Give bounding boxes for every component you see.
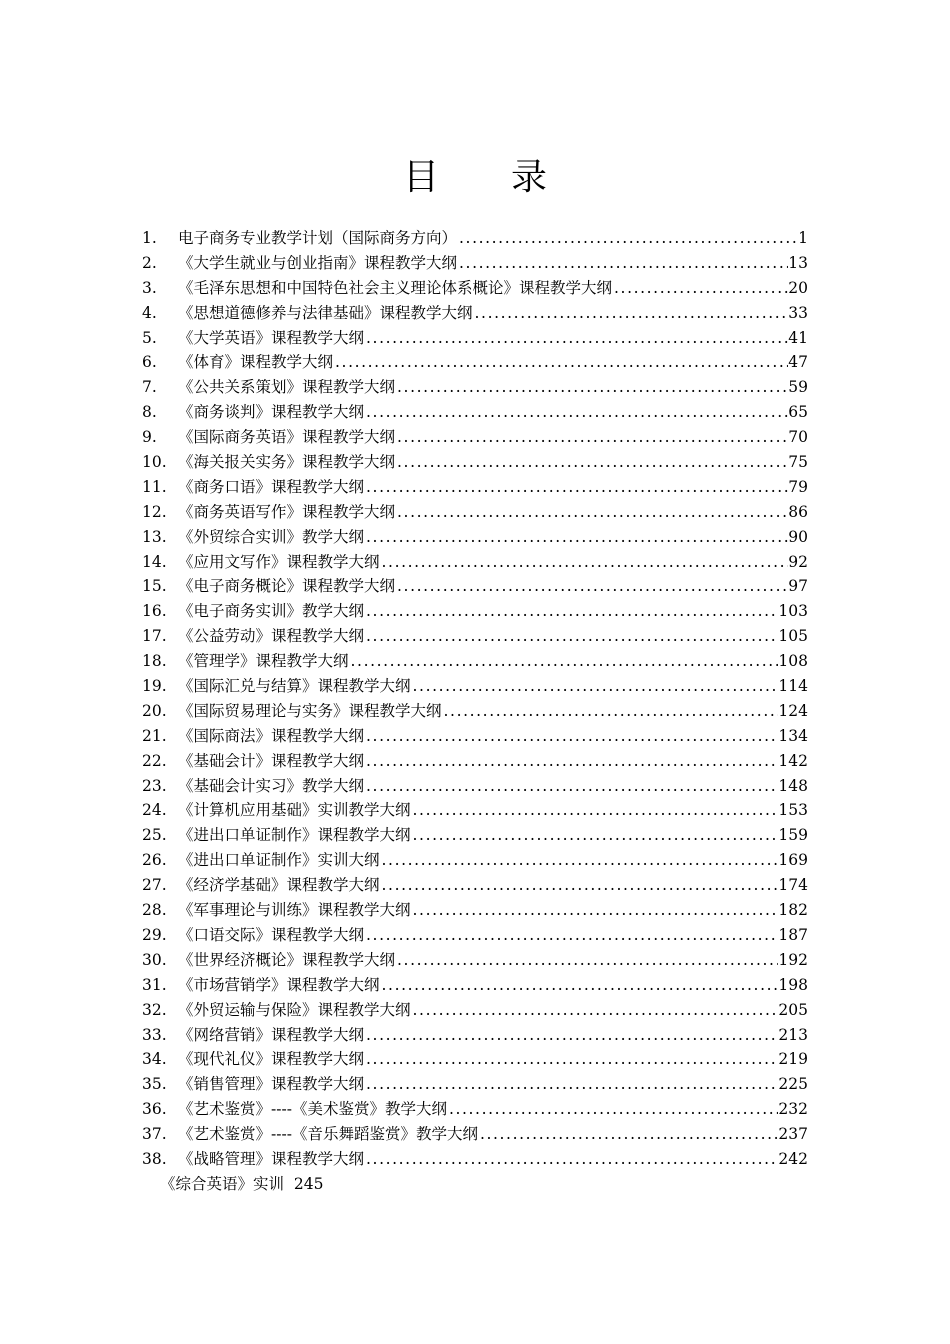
toc-entry[interactable] [142, 500, 808, 525]
toc-entry-number: 29. [142, 925, 167, 944]
toc-entry-number: 10. [142, 453, 167, 472]
toc-entry[interactable] [142, 276, 808, 301]
toc-dot-leader [411, 674, 779, 699]
toc-dot-leader [364, 599, 778, 624]
toc-entry-title: 《经济学基础》课程教学大纲 [178, 876, 380, 895]
toc-dot-leader [411, 898, 779, 923]
toc-entry[interactable] [142, 475, 808, 500]
toc-entry[interactable] [142, 326, 808, 351]
toc-entry-title: 《商务口语》课程教学大纲 [178, 477, 365, 496]
toc-dot-leader [612, 276, 788, 301]
toc-entry[interactable] [142, 301, 808, 326]
toc-entry-number: 9. [142, 428, 157, 447]
toc-entry-number: 18. [142, 652, 167, 671]
toc-entry-page: 205 [778, 1000, 808, 1019]
toc-dot-leader [395, 375, 788, 400]
toc-entry-title: 《国际贸易理论与实务》课程教学大纲 [178, 701, 442, 720]
toc-entry-page: 174 [778, 876, 808, 895]
toc-entry-title: 《思想道德修养与法律基础》课程教学大纲 [178, 303, 473, 322]
toc-entry-number: 2. [142, 253, 157, 272]
toc-dot-leader [380, 550, 789, 575]
toc-entry[interactable] [142, 749, 808, 774]
toc-dot-leader [364, 326, 788, 351]
toc-entry-title: 《现代礼仪》课程教学大纲 [178, 1050, 365, 1069]
toc-dot-leader [411, 823, 779, 848]
toc-entry[interactable] [142, 1072, 808, 1097]
toc-entry[interactable] [142, 948, 808, 973]
toc-entry-page: 242 [778, 1149, 808, 1168]
toc-entry-page: 70 [788, 428, 808, 447]
toc-entry[interactable] [142, 898, 808, 923]
toc-entry-page: 187 [778, 925, 808, 944]
toc-dot-leader [364, 1047, 778, 1072]
toc-entry-title: 《外贸运输与保险》课程教学大纲 [178, 1000, 411, 1019]
toc-entry-number: 37. [142, 1125, 167, 1144]
toc-entry-number: 6. [142, 353, 157, 372]
toc-entry[interactable] [142, 574, 808, 599]
toc-entry-title: 《国际商法》课程教学大纲 [178, 726, 365, 745]
toc-entry-title: 《艺术鉴赏》----《美术鉴赏》教学大纲 [178, 1100, 447, 1119]
toc-entry-number: 20. [142, 701, 167, 720]
toc-entry-title: 《外贸综合实训》教学大纲 [178, 527, 365, 546]
toc-entry[interactable] [142, 1097, 808, 1122]
toc-entry[interactable] [142, 724, 808, 749]
toc-dot-leader [447, 1097, 778, 1122]
toc-entry-title: 《网络营销》课程教学大纲 [178, 1025, 365, 1044]
toc-entry-page: 75 [788, 453, 808, 472]
toc-entry[interactable] [142, 1147, 808, 1172]
toc-entry-number: 5. [142, 328, 157, 347]
toc-entry-number: 1. [142, 229, 157, 247]
toc-entry-title: 《艺术鉴赏》----《音乐舞蹈鉴赏》教学大纲 [178, 1125, 478, 1144]
toc-entry-page: 13 [788, 253, 808, 272]
toc-entry-title: 《基础会计》课程教学大纲 [178, 751, 365, 770]
toc-entry-page: 134 [778, 726, 808, 745]
page-title: 目 录 [402, 157, 547, 198]
toc-entry-number: 38. [142, 1149, 167, 1168]
toc-entry-number: 23. [142, 776, 167, 795]
toc-entry[interactable] [142, 973, 808, 998]
toc-dot-leader [364, 475, 788, 500]
toc-entry[interactable] [142, 699, 808, 724]
toc-dot-leader [364, 400, 788, 425]
toc-entry-number: 17. [142, 627, 167, 646]
toc-entry-title: 《国际商务英语》课程教学大纲 [178, 428, 396, 447]
toc-entry[interactable] [142, 774, 808, 799]
toc-entry-title: 《海关报关实务》课程教学大纲 [178, 453, 396, 472]
toc-entry-number: 32. [142, 1000, 167, 1019]
toc-entry-page: 47 [788, 353, 808, 372]
toc-entry-number: 36. [142, 1100, 167, 1119]
toc-entry[interactable] [142, 450, 808, 475]
toc-entry[interactable] [142, 400, 808, 425]
toc-entry-number: 3. [142, 278, 157, 297]
toc-entry-title: 《军事理论与训练》课程教学大纲 [178, 901, 411, 920]
toc-entry-number: 31. [142, 975, 167, 994]
toc-entry-title: 《大学生就业与创业指南》课程教学大纲 [178, 253, 458, 272]
toc-entry-page: 114 [778, 677, 808, 696]
toc-entry-page: 219 [778, 1050, 808, 1069]
toc-entry[interactable] [142, 350, 808, 375]
toc-entry-title: 《管理学》课程教学大纲 [178, 652, 349, 671]
toc-entry-title: 《世界经济概论》课程教学大纲 [178, 950, 396, 969]
toc-entry-title: 《进出口单证制作》课程教学大纲 [178, 826, 411, 845]
toc-dot-leader [364, 724, 778, 749]
toc-dot-leader [364, 624, 778, 649]
toc-dot-leader [457, 251, 788, 276]
toc-dot-leader [333, 350, 788, 375]
toc-entry[interactable] [142, 823, 808, 848]
toc-entry-title: 《公益劳动》课程教学大纲 [178, 627, 365, 646]
toc-entry-number: 19. [142, 677, 167, 696]
toc-entry-page: 20 [788, 278, 808, 297]
toc-entry[interactable] [142, 251, 808, 276]
toc-dot-leader [364, 525, 788, 550]
toc-entry-title: 《国际汇兑与结算》课程教学大纲 [178, 677, 411, 696]
toc-dot-leader [478, 1122, 778, 1147]
toc-entry[interactable] [142, 649, 808, 674]
toc-entry-page: 225 [778, 1075, 808, 1094]
toc-entry-page: 213 [778, 1025, 808, 1044]
toc-entry[interactable] [142, 848, 808, 873]
toc-dot-leader [380, 848, 779, 873]
toc-entry[interactable] [142, 525, 808, 550]
toc-entry[interactable] [142, 1023, 808, 1048]
toc-entry-page: 103 [778, 602, 808, 621]
toc-dot-leader [380, 873, 779, 898]
toc-dot-leader [380, 973, 779, 998]
toc-entry[interactable] [142, 375, 808, 400]
toc-entry-number: 14. [142, 552, 167, 571]
toc-entry-number: 25. [142, 826, 167, 845]
toc-dot-leader [364, 1072, 778, 1097]
toc-entry-title: 《销售管理》课程教学大纲 [178, 1075, 365, 1094]
toc-entry-title: 《应用文写作》课程教学大纲 [178, 552, 380, 571]
toc-entry-title: 《基础会计实习》教学大纲 [178, 776, 365, 795]
toc-entry-page: 159 [778, 826, 808, 845]
toc-entry-title: 《毛泽东思想和中国特色社会主义理论体系概论》课程教学大纲 [178, 278, 613, 297]
toc-dot-leader [364, 749, 778, 774]
toc-entry-page: 41 [788, 328, 808, 347]
toc-entry-title: 《大学英语》课程教学大纲 [178, 328, 365, 347]
toc-entry-title: 《计算机应用基础》实训教学大纲 [178, 801, 411, 820]
toc-entry-page: 169 [778, 851, 808, 870]
toc-entry[interactable] [142, 798, 808, 823]
toc-entry[interactable] [142, 226, 808, 251]
toc-entry[interactable] [142, 425, 808, 450]
toc-entry-page: 232 [778, 1100, 808, 1119]
toc-entry[interactable] [142, 1122, 808, 1147]
toc-dot-leader [364, 1023, 778, 1048]
toc-entry-number: 24. [142, 801, 167, 820]
toc-entry-title: 《商务英语写作》课程教学大纲 [178, 502, 396, 521]
toc-entry-number: 21. [142, 726, 167, 745]
toc-entry-number: 15. [142, 577, 167, 596]
toc-entry-number: 28. [142, 901, 167, 920]
toc-entry-page: 142 [778, 751, 808, 770]
toc-entry-number: 16. [142, 602, 167, 621]
toc-entry-page: 65 [788, 403, 808, 422]
toc-dot-leader [395, 425, 788, 450]
toc-entry-page: 124 [778, 701, 808, 720]
toc-entry-page: 86 [788, 502, 808, 521]
toc-entry[interactable] [142, 674, 808, 699]
toc-dot-leader [442, 699, 779, 724]
toc-entry-number: 27. [142, 876, 167, 895]
toc-entry-title: 《电子商务实训》教学大纲 [178, 602, 365, 621]
toc-dot-leader [364, 923, 778, 948]
toc-entry-number: 30. [142, 950, 167, 969]
toc-dot-leader [411, 998, 779, 1023]
toc-entry-page: 97 [788, 577, 808, 596]
toc-entry-title: 《公共关系策划》课程教学大纲 [178, 378, 396, 397]
toc-entry-number: 11. [142, 477, 167, 496]
toc-entry-page: 237 [778, 1125, 808, 1144]
toc-entry-page: 92 [788, 552, 808, 571]
toc-dot-leader [395, 450, 788, 475]
toc-dot-leader [411, 798, 779, 823]
toc-entry-page: 90 [788, 527, 808, 546]
toc-entry[interactable] [142, 998, 808, 1023]
toc-entry-page: 105 [778, 627, 808, 646]
toc-entry-number: 12. [142, 502, 167, 521]
toc-entry-page: 153 [778, 801, 808, 820]
toc-entry-title: 《口语交际》课程教学大纲 [178, 925, 365, 944]
toc-entry-page: 148 [778, 776, 808, 795]
table-of-contents [142, 226, 808, 1172]
toc-entry-number: 26. [142, 851, 167, 870]
toc-entry-page: 1 [798, 229, 808, 247]
toc-entry-title: 《市场营销学》课程教学大纲 [178, 975, 380, 994]
toc-entry[interactable] [142, 923, 808, 948]
toc-dot-leader [395, 574, 788, 599]
toc-entry-title: 《电子商务概论》课程教学大纲 [178, 577, 396, 596]
toc-entry[interactable] [142, 624, 808, 649]
toc-entry-title: 《战略管理》课程教学大纲 [178, 1149, 365, 1168]
toc-entry-number: 7. [142, 378, 157, 397]
toc-entry-title: 电子商务专业教学计划（国际商务方向） [178, 229, 458, 247]
toc-entry-number: 13. [142, 527, 167, 546]
toc-dot-leader [364, 1147, 778, 1172]
toc-dot-leader [395, 948, 778, 973]
toc-entry[interactable] [142, 1047, 808, 1072]
toc-entry-title: 《进出口单证制作》实训大纲 [178, 851, 380, 870]
toc-entry-page: 59 [788, 378, 808, 397]
toc-entry-number: 8. [142, 403, 157, 422]
toc-trailer-entry[interactable]: 《综合英语》实训 245 [160, 1175, 324, 1193]
toc-entry-page: 79 [788, 477, 808, 496]
toc-entry[interactable] [142, 550, 808, 575]
toc-entry[interactable] [142, 873, 808, 898]
toc-entry-page: 198 [778, 975, 808, 994]
toc-entry-title: 《体育》课程教学大纲 [178, 353, 334, 372]
toc-entry-page: 182 [778, 901, 808, 920]
toc-dot-leader [349, 649, 779, 674]
toc-entry-number: 35. [142, 1075, 167, 1094]
toc-dot-leader [364, 774, 778, 799]
toc-entry-number: 34. [142, 1050, 167, 1069]
toc-entry-page: 192 [778, 950, 808, 969]
toc-dot-leader [473, 301, 789, 326]
toc-entry-title: 《商务谈判》课程教学大纲 [178, 403, 365, 422]
toc-entry-page: 108 [778, 652, 808, 671]
toc-entry-number: 33. [142, 1025, 167, 1044]
toc-entry-number: 4. [142, 303, 157, 322]
toc-entry-number: 22. [142, 751, 167, 770]
toc-dot-leader [395, 500, 788, 525]
toc-entry[interactable] [142, 599, 808, 624]
toc-entry-page: 33 [788, 303, 808, 322]
toc-dot-leader [457, 226, 798, 251]
